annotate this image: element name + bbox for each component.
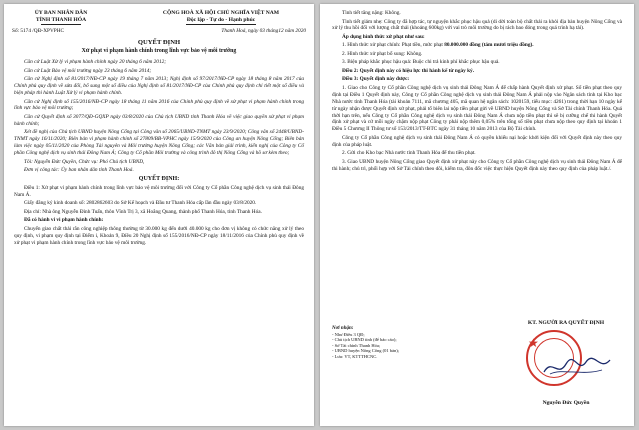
recipient-item: - Chủ tịch UBND tỉnh (để báo cáo);: [332, 337, 397, 343]
decision-body-continued: [320, 4, 634, 173]
complaint-right: Công ty Cổ phần Công nghệ dịch vụ sinh thái Đông Nam Á có quyền khiếu nại hoặc khởi kiện đối với Quyết định này theo quy định của pháp luật.: [332, 134, 622, 148]
aggravating-circumstances: Tình tiết tăng nặng: Không.: [342, 10, 401, 16]
decision-number: Số: 5174 /QĐ-XPVPHC: [12, 28, 65, 35]
official-name: Tôi: Nguyễn Đức Quyền, Chức vụ: Phó Chủ tịch UBND,: [24, 158, 145, 165]
seal-star-icon: ★: [528, 336, 539, 350]
recipients-title: Nơi nhận:: [332, 326, 354, 331]
decision-title: QUYẾT ĐỊNH: [137, 39, 181, 47]
recipient-item: - Sở Tài chính Thanh Hóa;: [332, 342, 381, 348]
signer-name: Nguyễn Đức Quyền: [542, 400, 590, 406]
signature-title: KT. NGƯỜI RA QUYẾT ĐỊNH: [527, 320, 605, 326]
recipient-item: - Như Điều 3 QĐ;: [332, 331, 365, 337]
handwritten-signature-icon: [542, 354, 612, 380]
official-unit: Đơn vị công tác: Ủy ban nhân dân tỉnh Thanh Hoá.: [24, 167, 134, 174]
article-3-item-3: 3. Giao UBND huyện Nông Cống giao Quyết định xử phạt này cho Công ty Cổ phần Công nghệ dịch vụ sinh thái Đông Nam Á để thi hành; chủ trì, phối hợp với Sở Tài chính theo dõi, kiểm tra, đôn đốc việc thực hiện Quyết định này theo quy định của pháp luật./.: [332, 158, 622, 172]
fine-amount: 80.000.000 đồng (tám mươi triệu đồng).: [444, 42, 534, 49]
national-motto: Độc lập - Tự do - Hạnh phúc: [186, 16, 256, 23]
recipients-list: [332, 326, 442, 360]
article-1: Điều 1: Xử phạt vi phạm hành chính trong lĩnh vực bảo vệ môi trường đối với Công ty Cổ phần Công nghệ dịch vụ sinh thái Đông Nam Á.: [14, 184, 304, 198]
authority-line-1: ỦY BAN NHÂN DÂN: [34, 10, 88, 16]
main-penalty: [332, 42, 622, 49]
mitigating-circumstances: Tình tiết giảm nhẹ: Công ty đã hợp tác, tự nguyện khắc phục hậu quả (di dời toàn bộ chất thải ra khỏi địa bàn huyện Nông Cống và xử lý thu hồi đối với lượng chất thải (khoảng 600kg) với vai trò môi trường do bị rách bao đóng trong quá trình hạ tải).: [332, 18, 622, 32]
decision-body: [4, 54, 314, 246]
basis-paragraph: Căn cứ Nghị định số 81/2017/NĐ-CP ngày 19 tháng 7 năm 2013; Nghị định số 97/2017/NĐ-CP ngày 18 tháng 8 năm 2017 của Chính phủ quy định về sửa đổi, bổ sung một số điều của Nghị định số 81/2017/NĐ-CP của Chính phủ quy định chi tiết một số điều và biện pháp thi hành Luật Xử lý vi phạm hành chính.: [14, 76, 304, 96]
motto-underline: [186, 24, 256, 25]
basis-paragraph: Căn cứ Nghị định số 155/2016/NĐ-CP ngày 18 tháng 11 năm 2016 của Chính phủ quy định về xử phạt vi phạm hành chính trong lĩnh vực bảo vệ môi trường;: [14, 98, 304, 112]
authority-line-2: TỈNH THANH HÓA: [35, 16, 87, 23]
national-title: CỘNG HOÀ XÃ HỘI CHỦ NGHĨA VIỆT NAM: [162, 10, 280, 16]
decide-heading: QUYẾT ĐỊNH:: [138, 175, 180, 182]
penalty-heading: Áp dụng hình thức xử phạt như sau:: [342, 33, 425, 40]
recipient-item: - Lưu: VT, KTTTHCNC.: [332, 353, 378, 359]
basis-paragraph: Xét đề nghị của Chủ tịch UBND huyện Nông Cống tại Công văn số 2065/UBND-TNMT ngày 23/9/2020; Công văn số 2448/UBND-TNMT ngày 16/11/2020; Biên bản vi phạm hành chính số 27809/BB-VPHC ngày 15/9/2020 của Công an huyện Nông Cống; Biên bản làm việc ngày 05/11/2020 của Phòng Tài nguyên và Môi trường huyện Nông Cống; các Văn bản giải trình, kiến nghị của Công ty Cổ phần Công nghệ dịch vụ sinh thái Đông Nam Á; Công ty Cổ phần Môi trường và công trình đô thị Nông Cống và hồ sơ kèm theo;: [14, 129, 304, 157]
violation-description: Chuyển giao chất thải rắn công nghiệp thông thường từ 30.000 kg đến dưới 40.000 kg cho đơn vị không có chức năng xử lý theo quy định, vi phạm quy định tại Điểm i, Khoản 9, Điều 20 Nghị định số 155/2016/NĐ-CP ngày 18/11/2016 của Chính phủ quy định về xử phạt vi phạm hành chính trong lĩnh vực bảo vệ môi trường.: [14, 225, 304, 246]
recipient-item: - UBND huyện Nông Cống (01 bản);: [332, 348, 399, 354]
basis-paragraph: Căn cứ Luật Bảo vệ môi trường ngày 23 tháng 6 năm 2014;: [24, 67, 152, 74]
decision-page-1: [4, 4, 314, 426]
decision-date: Thanh Hoá, ngày 03 tháng12 năm 2020: [221, 28, 306, 35]
signature-block: [506, 320, 626, 420]
additional-penalty: 2. Hình thức xử phạt bổ sung: Không.: [342, 50, 423, 57]
main-penalty-label: 1. Hình thức xử phạt chính: Phạt tiền, mức phạt: [342, 42, 445, 49]
violation-heading: Đã có hành vi vi phạm hành chính:: [24, 217, 104, 224]
article-3-item-1: 1. Giao cho Công ty Cổ phần Công nghệ dịch vụ sinh thái Đông Nam Á để chấp hành Quyết định xử phạt. Số tiền phạt theo quy định tại Điều 1 Quyết định này, Công ty Cổ phần Công nghệ dịch vụ sinh thái Đông Nam Á phải nộp vào Ngân sách tỉnh tại Kho bạc Nhà nước tỉnh Thanh Hóa (tài khoản 7111, mã chương 405, mã quan hệ ngân sách: 1020159, tiểu mục: 4261) trong thời hạn 10 ngày kể từ ngày nhận được Quyết định xử phạt, phải tổ biên lai nộp tiền phạt gửi về UBND huyện Nông Cống và Sở Tài chính Thanh Hóa. Quá thời hạn trên, nếu Công ty Cổ phần Công nghệ dịch vụ sinh thái Đông Nam Á chưa nộp tiền phạt thì sẽ bị cưỡng chế thi hành Quyết định xử phạt và cứ mỗi ngày chậm nộp phạt Công ty phải nộp thêm 0,05% trên tổng số tiền phạt chưa nộp theo quy định tại khoản 1 Điều 5 Chương II Thông tư số 153/2013/TT-BTC ngày 31 tháng 10 năm 2013 của Bộ Tài chính.: [332, 84, 622, 133]
decision-subtitle: Xử phạt vi phạm hành chính trong lĩnh vực bảo vệ môi trường: [81, 48, 237, 55]
basis-paragraph: Căn cứ Quyết định số 3077/QĐ-GQXP ngày 03/8/2020 của Chủ tịch UBND tỉnh Thanh Hóa về việc giao quyền xử phạt vi phạm hành chính;: [14, 113, 304, 127]
national-header: [136, 10, 306, 25]
basis-paragraph: Căn cứ Luật Xử lý vi phạm hành chính ngày 20 tháng 6 năm 2012;: [24, 59, 167, 66]
article-3-item-2: 2. Gửi cho Kho bạc Nhà nước tỉnh Thanh Hóa để thu tiền phạt.: [342, 150, 476, 157]
company-address: Địa chỉ: Nhà ông Nguyễn Đình Tuấn, thôn Vĩnh Trị 3, xã Hoằng Quang, thành phố Thanh Hóa, tỉnh Thanh Hóa.: [24, 208, 262, 215]
article-2: Điều 2: Quyết định này có hiệu lực thi hành kể từ ngày ký.: [342, 67, 475, 74]
issuing-authority: [12, 10, 110, 25]
decision-page-2: [320, 4, 634, 426]
authority-underline: [41, 24, 81, 25]
article-3: Điều 3: Quyết định này được:: [342, 76, 410, 83]
business-registration: Giấy đăng ký kinh doanh số: 2802862603 do Sở Kế hoạch và Đầu tư Thanh Hóa cấp lần đầu ngày 03/8/2020.: [24, 200, 257, 207]
remedial-measures: 3. Biện pháp khắc phục hậu quả: Buộc chi trả kinh phí khắc phục hậu quả.: [342, 59, 500, 66]
